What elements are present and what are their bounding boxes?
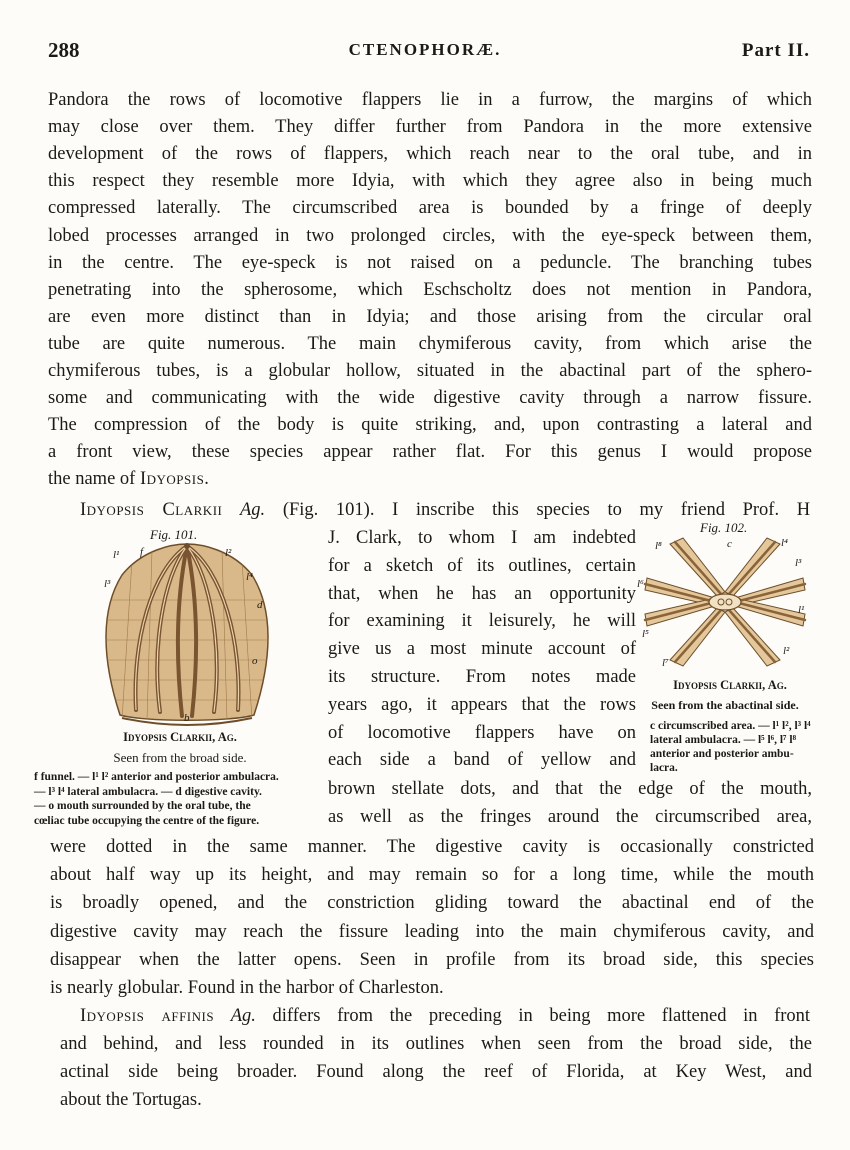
p2-line: disappear when the latter opens. Seen in profile from its broad side, this species — [50, 949, 814, 970]
mid-line: of locomotive flappers have on — [328, 722, 636, 743]
p2-line: about half way up its height, and may remain so for a long time, while the mouth — [50, 865, 814, 886]
fig-102-caption-name: Idyopsis Clarkii, Ag. — [673, 678, 787, 692]
fig-102-letter-l5: l⁵ — [642, 628, 649, 640]
leg101-line: — l³ l⁴ lateral ambulacra. — d digestive cavity. — [34, 785, 262, 798]
p3-line: and behind, and less rounded in its outlines when seen from the broad side, the — [60, 1034, 812, 1054]
p3-line: about the Tortugas. — [60, 1090, 202, 1110]
fig-101-letter-b: b — [184, 712, 190, 724]
fig-101-body — [106, 544, 268, 720]
fig-102-letter-l4: l⁴ — [781, 537, 788, 549]
fig-101-label: Fig. 101. — [150, 527, 198, 542]
p1-line: development of the rows of flappers, which reach near to the oral tube, and in — [48, 144, 812, 165]
leg101-line: cœliac tube occupying the centre of the figure. — [34, 814, 260, 827]
p1-line: some and communicating with the wide digestive cavity through a narrow fissure. — [48, 388, 812, 409]
p1-line: a front view, these species appear rather flat. For this genus I would propose — [48, 442, 812, 463]
mid-line: J. Clark, to whom I am indebted — [328, 528, 636, 548]
mid-line: its structure. From notes made — [328, 667, 636, 687]
p1-line: The compression of the body is quite striking, and, upon contrasting a lateral and — [48, 415, 812, 436]
p2-line: is nearly globular. Found in the harbor of Charleston. — [50, 978, 444, 998]
leg101-line: — o mouth surrounded by the oral tube, the — [34, 800, 251, 812]
p2-line: is broadly opened, and the constriction gliding toward the abactinal end of the — [50, 893, 814, 914]
p1-line: tube are quite numerous. The main chymiferous cavity, from which arise the — [48, 333, 812, 354]
mid-line: give us a most minute account of — [328, 639, 636, 660]
fig-101-caption-sub: Seen from the broad side. — [113, 750, 247, 765]
leg102-line: c circumscribed area. — l¹ l², l³ l⁴ — [650, 720, 811, 732]
p1-line: lobed processes arranged in two prolonged circles, with the eye-speck between them, — [48, 225, 812, 246]
mid-line: each side a band of yellow and — [328, 750, 636, 771]
leg102-line: anterior and posterior ambu- — [650, 748, 794, 760]
p3-line: actinal side being broader. Found along the reef of Florida, at Key West, and — [60, 1062, 812, 1082]
p1-line: compressed laterally. The circumscribed area is bounded by a fringe of deeply — [48, 198, 812, 219]
fig-reference: (Fig. 101). — [282, 500, 375, 520]
p1-line: penetrating into the spherosome, which Eschscholtz does not mention in Pandora, — [48, 279, 812, 300]
fig-101-letter-d: d — [257, 599, 263, 611]
p1-line: in the centre. The eye-speck is not raised on a peduncle. The branching tubes — [48, 252, 812, 273]
p2-line: digestive cavity may reach the fissure leading into the main chymiferous cavity, and — [50, 921, 814, 942]
fig-102-letter-l6: l⁶ — [637, 578, 644, 590]
fig-101-letter-l1: l¹ — [113, 549, 120, 561]
paragraph-1-last-line: the name of Idyopsis. — [48, 469, 210, 489]
fig-101-letter-f: f — [140, 546, 144, 558]
fig-101-letter-l2: l² — [225, 547, 232, 559]
fig-102-label: Fig. 102. — [700, 520, 748, 535]
species-author: Ag. — [240, 500, 266, 520]
fig-101-illustration — [92, 540, 282, 730]
fig-102-letter-l1: l¹ — [798, 604, 805, 616]
p1-line: are even more distinct than in Idyia; and those arising from the circular oral — [48, 306, 812, 327]
species-heading-rest: I inscribe this species to my friend Prof. H — [392, 500, 811, 520]
genus-name: Idyopsis. — [139, 469, 210, 489]
mid-line: that, when he has an opportunity — [328, 583, 636, 604]
page-number: 288 — [48, 38, 80, 62]
species-affinis-name: Idyopsis affinis — [80, 1006, 215, 1026]
species-name: Idyopsis Clarkii — [80, 500, 223, 520]
part-label: Part II. — [741, 40, 810, 61]
p1-line: Pandora the rows of locomotive flappers lie in a furrow, the margins of which — [48, 90, 812, 110]
fig-101-letter-l4: l⁴ — [246, 571, 253, 583]
paragraph-3-first-line: Idyopsis affinis Ag. differs from the preceding in being more flattened in front — [80, 1006, 811, 1026]
leg102-line: lateral ambulacra. — l⁵ l⁶, l⁷ l⁸ — [650, 734, 797, 746]
fig-101-letter-o: o — [252, 655, 258, 667]
fig-101-caption-name: Idyopsis Clarkii, Ag. — [123, 730, 237, 744]
mid-line: for a sketch of its outlines, certain — [328, 555, 636, 576]
leg102-line: lacra. — [650, 762, 678, 774]
page-header — [0, 38, 850, 68]
fig-102-letter-l8: l⁸ — [655, 540, 662, 552]
p1-line: this respect they resemble more Idyia, with which they agree also in being much — [48, 171, 812, 192]
fig-102-letter-l2: l² — [783, 645, 790, 657]
p1-line: chymiferous tubes, is a globular hollow, situated in the abactinal part of the sphero- — [48, 361, 812, 381]
fig-102-letter-c: c — [727, 538, 732, 550]
p1-line: may close over them. They differ further from Pandora in the more extensive — [48, 117, 812, 138]
p2-line: were dotted in the same manner. The digestive cavity is occasionally constricted — [50, 837, 814, 857]
mid-line: for examining it leisurely, he will — [328, 611, 636, 632]
fig-102-letter-l7: l⁷ — [662, 657, 669, 669]
leg101-line: f funnel. — l¹ l² anterior and posterior ambulacra. — [34, 771, 279, 783]
fig-101-letter-l3: l³ — [104, 578, 111, 590]
mid-line: years ago, it appears that the rows — [328, 694, 636, 715]
fig-102-caption-sub: Seen from the abactinal side. — [651, 698, 799, 712]
after-line: as well as the fringes around the circumscribed area, — [328, 807, 812, 827]
running-title: CTENOPHORÆ. — [348, 40, 502, 59]
after-line: brown stellate dots, and that the edge of the mouth, — [328, 779, 812, 799]
fig-102-letter-l3: l³ — [795, 557, 802, 569]
